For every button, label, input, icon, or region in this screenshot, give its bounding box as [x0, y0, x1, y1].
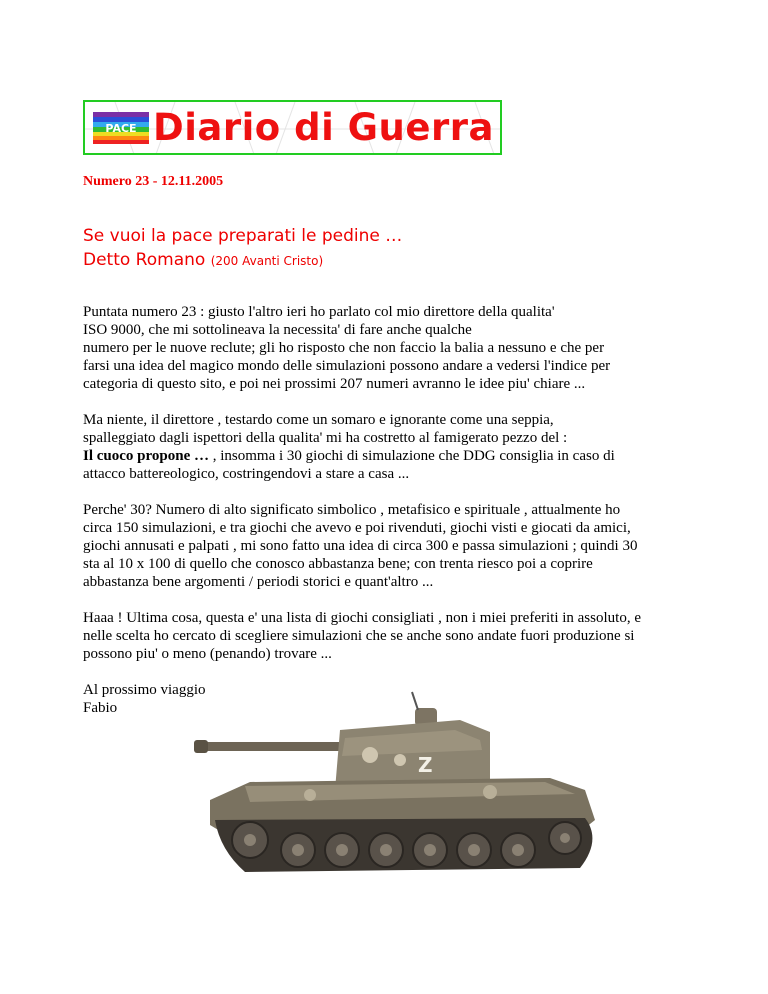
- tank-hull-camo-spot: [483, 785, 497, 799]
- text-line: giochi annusati e palpati , mi sono fatto una idea di circa 300 e passa simulazioni ; quindi 30: [83, 538, 638, 554]
- article-body: [83, 303, 703, 735]
- quote-author: Detto Romano: [83, 250, 206, 270]
- tank-gun-barrel: [198, 742, 348, 751]
- paragraph-1: [83, 303, 703, 393]
- tank-turret-marking: Z: [418, 753, 433, 777]
- text-line: sta al 10 x 100 di quello che conosco abbastanza bene; con trenta riesco poi a coprire: [83, 556, 593, 572]
- quote-line: Se vuoi la pace preparati le pedine …: [83, 226, 403, 246]
- text-line: farsi una idea del magico mondo delle simulazioni possono andare a vedersi l'indice per: [83, 358, 611, 374]
- text-line: Ma niente, il direttore , testardo come un somaro e ignorante come una seppia,: [83, 412, 554, 428]
- tank-antenna: [412, 692, 418, 710]
- text-line: Haaa ! Ultima cosa, questa e' una lista di giochi consigliati , non i miei preferiti in assoluto, e: [83, 610, 641, 626]
- closing-line: Al prossimo viaggio: [83, 682, 206, 698]
- tank-illustration: [190, 690, 610, 895]
- text-line: spalleggiato dagli ispettori della qualita' mi ha costretto al famigerato pezzo del :: [83, 430, 568, 446]
- text-line: Puntata numero 23 : giusto l'altro ieri ho parlato col mio direttore della qualita': [83, 304, 555, 320]
- flag-text: PACE: [105, 122, 137, 135]
- text-line: nelle scelta ho cercato di scegliere simulazioni che se anche sono andate fuori produzione si: [83, 628, 635, 644]
- quote-attribution: [83, 248, 402, 273]
- text-fragment: , insomma i 30 giochi di simulazione che DDG consiglia in caso di: [208, 448, 615, 464]
- text-line: Perche' 30? Numero di alto significato simbolico , metafisico e spirituale , attualmente ho: [83, 502, 621, 518]
- quote-era: (200 Avanti Cristo): [210, 254, 324, 268]
- text-line: ISO 9000, che mi sottolineava la necessita' di fare anche qualche: [83, 322, 472, 338]
- tank-hull-camo-spot: [304, 789, 316, 801]
- tank-track: [215, 818, 592, 872]
- tank-turret-camo-spot: [362, 747, 378, 763]
- text-line: attacco battereologico, costringendovi a stare a casa ...: [83, 466, 410, 482]
- issue-number: Numero 23 - 12.11.2005: [83, 174, 224, 189]
- text-line: categoria di questo sito, e poi nei prossimi 207 numeri avranno le idee piu' chiare ...: [83, 376, 586, 392]
- paragraph-2: [83, 411, 703, 483]
- paragraph-4: [83, 609, 703, 663]
- text-line: [83, 447, 703, 465]
- tank-turret-camo-spot: [394, 754, 406, 766]
- banner-title: Diario di Guerra: [153, 106, 494, 149]
- tank-muzzle: [194, 740, 208, 753]
- text-line: circa 150 simulazioni, e tra giochi che avevo e poi rivenduti, giochi visti e giocati da amici,: [83, 520, 631, 536]
- quote-block: [83, 224, 402, 273]
- text-line: possono piu' o meno (penando) trovare ...: [83, 646, 332, 662]
- peace-flag-icon: [93, 112, 149, 144]
- signature: Fabio: [83, 700, 118, 716]
- menu-title-bold: Il cuoco propone …: [83, 448, 209, 464]
- diario-di-guerra-banner: [83, 100, 502, 155]
- paragraph-3: [83, 501, 703, 591]
- text-line: numero per le nuove reclute; gli ho risposto che non faccio la balia a nessuno e che per: [83, 340, 605, 356]
- text-line: abbastanza bene argomenti / periodi storici e quant'altro ...: [83, 574, 434, 590]
